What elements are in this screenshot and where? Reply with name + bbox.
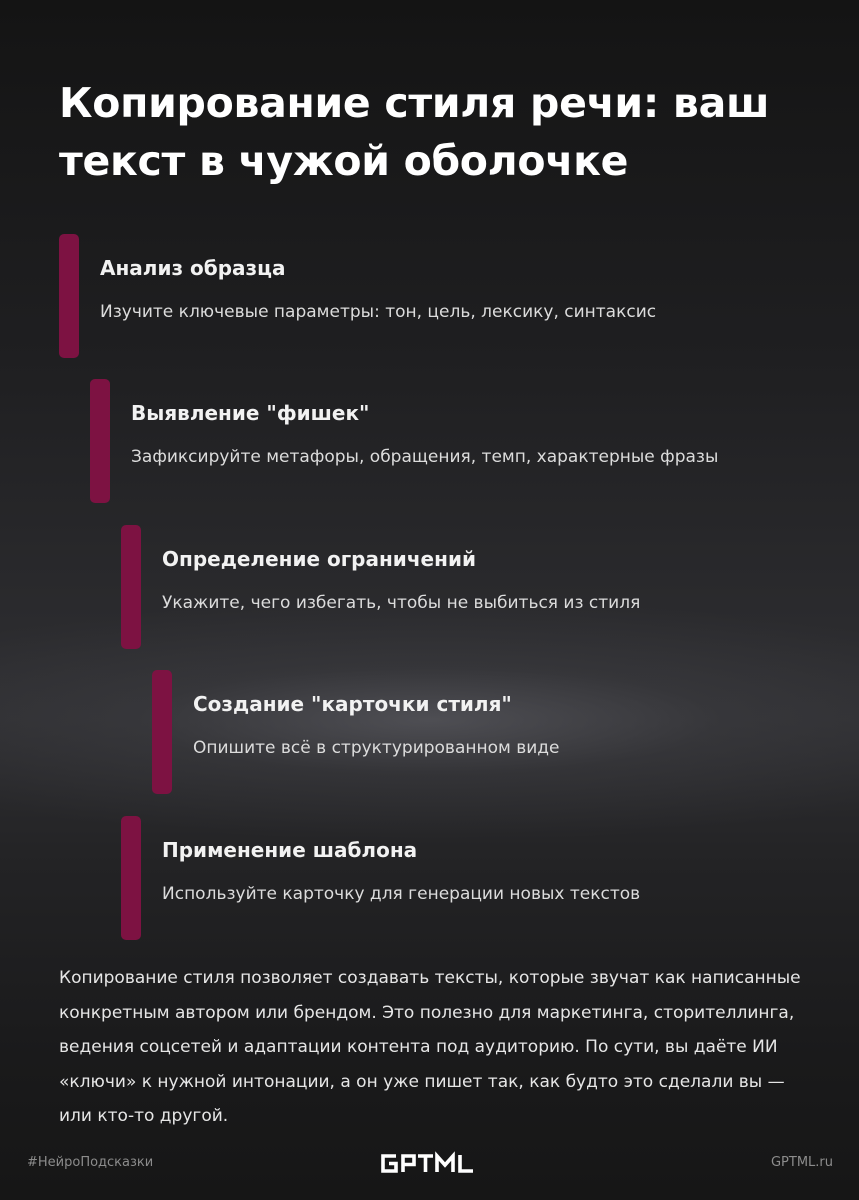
step-title: Создание "карточки стиля" — [193, 692, 512, 716]
page-title: Копирование стиля речи: ваш текст в чужой оболочке — [59, 79, 770, 185]
step-title: Определение ограничений — [162, 547, 476, 571]
step-description: Используйте карточку для генерации новых текстов — [162, 884, 641, 904]
footer-hashtag: #НейроПодсказки — [27, 1155, 154, 1170]
brand-logo — [378, 1148, 480, 1178]
step-accent-bar — [59, 234, 79, 358]
summary-paragraph: Копирование стиля позволяет создавать тексты, которые звучат как написанные конкретным автором или брендом. Это полезно для маркетинга, сторителлинга, ведения соцсетей и адаптации контента под аудиторию. По сути, вы даёте ИИ «ключи» к нужной интонации, а он уже пишет так, как будто это сделали вы — или кто-то другой. — [59, 968, 801, 1126]
step-accent-bar — [121, 816, 141, 940]
step-title: Применение шаблона — [162, 838, 418, 862]
step-title: Анализ образца — [100, 256, 286, 280]
step-accent-bar — [152, 670, 172, 794]
step-title: Выявление "фишек" — [131, 401, 370, 425]
step-description: Зафиксируйте метафоры, обращения, темп, характерные фразы — [131, 447, 719, 467]
step-description: Укажите, чего избегать, чтобы не выбиться из стиля — [162, 593, 641, 613]
step-accent-bar — [121, 525, 141, 649]
step-description: Изучите ключевые параметры: тон, цель, лексику, синтаксис — [100, 302, 657, 322]
footer-site-link[interactable]: GPTML.ru — [770, 1155, 833, 1170]
step-accent-bar — [90, 379, 110, 503]
step-description: Опишите всё в структурированном виде — [193, 738, 560, 758]
